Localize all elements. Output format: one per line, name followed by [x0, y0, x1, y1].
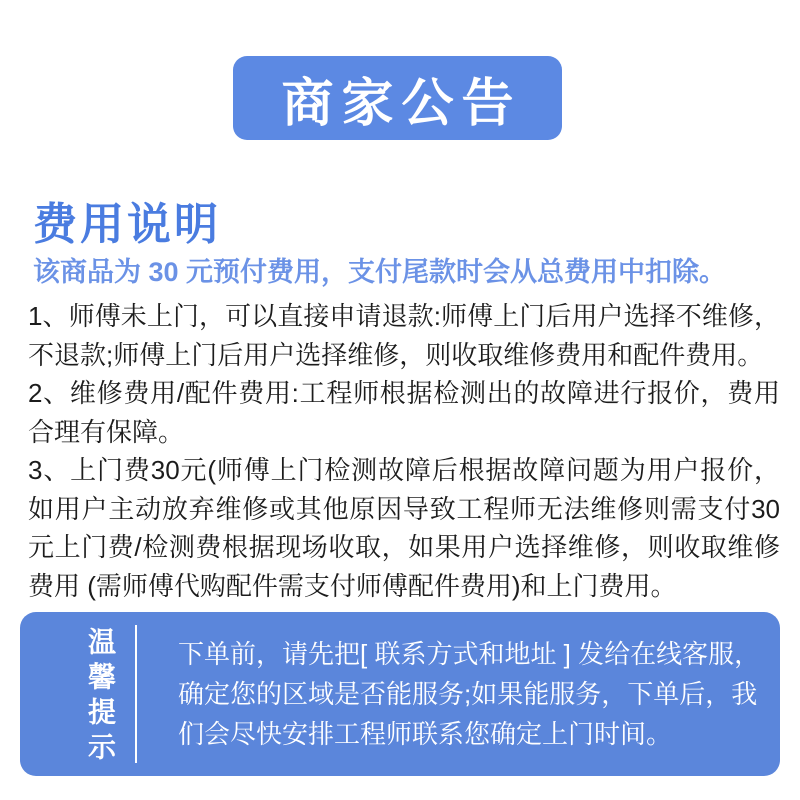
- warm-tips-box: [20, 612, 780, 776]
- fee-paragraph-2: 2、维修费用/配件费用:工程师根据检测出的故障进行报价，费用合理有保障。: [28, 378, 780, 447]
- fee-highlight-line: 该商品为 30 元预付费用，支付尾款时会从总费用中扣除。: [33, 257, 727, 287]
- tips-vertical-divider: [135, 625, 137, 763]
- banner-title: 商家公告: [281, 74, 522, 133]
- merchant-notice-banner: [233, 56, 562, 140]
- warm-tips-label: 温馨提示: [85, 627, 116, 767]
- warm-tips-text: 下单前，请先把[ 联系方式和地址 ] 发给在线客服，确定您的区域是否能服务;如果能服务，下单后，我们会尽快安排工程师联系您确定上门时间。: [178, 639, 761, 749]
- fee-paragraph-1: 1、师傅未上门，可以直接申请退款:师傅上门后用户选择不维修，不退款;师傅上门后用户选择维修，则收取维修费用和配件费用。: [28, 301, 780, 370]
- fee-paragraph-3: 3、上门费30元(师傅上门检测故障后根据故障问题为用户报价，如用户主动放弃维修或其他原因导致工程师无法维修则需支付30元上门费/检测费根据现场收取，如果用户选择维修，则收取维修费用 (需师傅代购配件需支付师傅配件费用)和上门费用。: [28, 455, 780, 601]
- fee-paragraphs: [28, 297, 780, 605]
- fee-section-title: 费用说明: [33, 200, 221, 249]
